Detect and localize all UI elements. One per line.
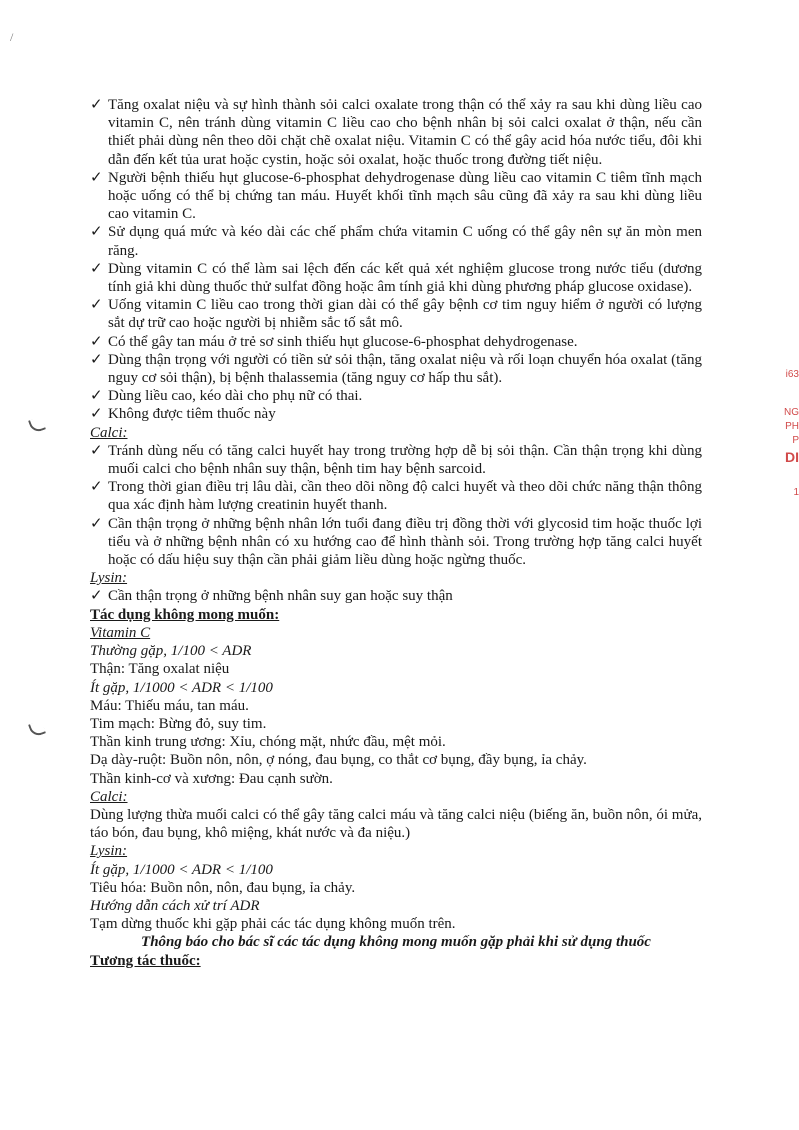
check-icon: ✓ (90, 351, 103, 368)
list-item: ✓ Dùng liều cao, kéo dài cho phụ nữ có thai. (90, 388, 363, 405)
adr-guide-heading: Hướng dẫn cách xử trí ADR (90, 897, 260, 914)
check-icon: ✓ (90, 333, 103, 350)
calci-heading: Calci: (90, 424, 128, 441)
list-item: ✓ Dùng vitamin C có thể làm sai lệch đến các kết quả xét nghiệm glucose trong nước tiểu (dương tính giả khi dùng thuốc thử sulfat đồng hoặc âm tính giả khi dùng phương pháp glucose oxidase). (90, 260, 702, 296)
frequency-common: Thường gặp, 1/100 < ADR (90, 643, 252, 660)
frequency-uncommon: Ít gặp, 1/1000 < ADR < 1/100 (90, 861, 273, 878)
list-item: ✓ Tránh dùng nếu có tăng calci huyết hay trong trường hợp dễ bị sỏi thận. Cần thận trọng khi dùng muối calci cho bệnh nhân suy thận, bệnh tim hay bệnh sarcoid. (90, 442, 702, 478)
list-item: ✓ Sử dụng quá mức và kéo dài các chế phẩm chứa vitamin C uống có thể gây nên sự ăn mòn men răng. (90, 224, 702, 259)
scan-speck: / (10, 30, 14, 44)
check-icon: ✓ (90, 515, 103, 532)
lysin-warning-list (90, 587, 702, 605)
adr-item: Thần kinh-cơ và xương: Đau cạnh sườn. (90, 770, 333, 787)
notice-text: Thông báo cho bác sĩ các tác dụng không mong muốn gặp phải khi sử dụng thuốc (141, 934, 651, 951)
check-icon: ✓ (90, 297, 103, 314)
interactions-heading: Tương tác thuốc: (90, 952, 201, 969)
adr-item: Tim mạch: Bừng đỏ, suy tim. (90, 715, 267, 732)
margin-fragment: i63 (785, 369, 799, 380)
adr-calci-heading: Calci: (90, 788, 128, 805)
adr-lysin-heading: Lysin: (90, 843, 128, 860)
document-page (90, 96, 702, 970)
check-icon: ✓ (90, 169, 103, 186)
frequency-uncommon: Ít gặp, 1/1000 < ADR < 1/100 (90, 679, 273, 696)
list-item: ✓ Uống vitamin C liều cao trong thời gian dài có thể gây bệnh cơ tim nguy hiểm ở người có lượng sắt dự trữ cao hoặc người bị nhiễm sắc tố sắt mô. (90, 297, 702, 332)
adr-calci-text: Dùng lượng thừa muối calci có thể gây tăng calci máu và tăng calci niệu (biếng ăn, buồn nôn, ói mửa, táo bón, đau bụng, khô miệng, khát nước và đa niệu.) (90, 806, 702, 842)
list-item: ✓ Cần thận trọng ở những bệnh nhân lớn tuổi đang điều trị đồng thời với glycosid tim hoặc thuốc lợi tiểu và ở những bệnh nhân có xu hướng cao để hình thành sỏi. Trong trường hợp tăng calci huyết hoặc có dấu hiệu suy thận cần phải giảm liều dùng hoặc ngừng thuốc. (90, 515, 702, 569)
check-icon: ✓ (90, 97, 103, 113)
margin-fragment: DI (785, 449, 799, 465)
binding-hole-mark (28, 720, 46, 738)
margin-fragment: 1 (793, 487, 799, 498)
check-icon: ✓ (90, 224, 103, 241)
list-item: ✓ Có thể gây tan máu ở trẻ sơ sinh thiếu hụt glucose-6-phosphat dehydrogenase. (90, 333, 578, 350)
calci-warning-list (90, 442, 702, 569)
adr-item: Thần kinh trung ương: Xỉu, chóng mặt, nhức đầu, mệt mỏi. (90, 734, 446, 751)
adr-heading: Tác dụng không mong muốn: (90, 606, 280, 623)
list-item: ✓ Không được tiêm thuốc này (90, 406, 276, 423)
check-icon: ✓ (90, 406, 103, 423)
adr-item: Thận: Tăng oxalat niệu (90, 661, 230, 678)
check-icon: ✓ (90, 442, 103, 459)
binding-hole-mark (28, 416, 46, 434)
adr-item: Tiêu hóa: Buồn nôn, nôn, đau bụng, ỉa chảy. (90, 879, 356, 896)
adr-item: Dạ dày-ruột: Buồn nôn, nôn, ợ nóng, đau bụng, co thắt cơ bụng, đầy bụng, ỉa chảy. (90, 752, 587, 769)
lysin-heading: Lysin: (90, 570, 128, 587)
margin-fragment: NG (784, 407, 799, 418)
adr-item: Máu: Thiếu máu, tan máu. (90, 697, 249, 714)
list-item: ✓ Người bệnh thiếu hụt glucose-6-phosphat dehydrogenase dùng liều cao vitamin C tiêm tĩnh mạch hoặc uống có thể bị chứng tan máu. Huyết khối tĩnh mạch sâu cũng đã xảy ra sau khi dùng liều cao vitamin C. (90, 169, 702, 223)
adr-guide-text: Tạm dừng thuốc khi gặp phải các tác dụng không muốn trên. (90, 916, 456, 933)
margin-fragment: P (792, 435, 799, 446)
list-item: ✓ Tăng oxalat niệu và sự hình thành sỏi calci oxalate trong thận có thể xảy ra sau khi dùng liều cao vitamin C, nên tránh dùng vitamin C liều cao cho bệnh nhân bị sỏi calci oxalat ở thận, nếu cần thiết phải dùng nên theo dõi chặt chẽ oxalat niệu. Vitamin C có thể gây acid hóa nước tiểu, đôi khi dẫn đến kết tủa urat hoặc cystin, hoặc sỏi oxalat, hoặc thuốc trong đường tiết niệu. (90, 97, 702, 168)
check-icon: ✓ (90, 260, 103, 277)
check-icon: ✓ (90, 388, 103, 405)
list-item: ✓ Dùng thận trọng với người có tiền sử sỏi thận, tăng oxalat niệu và rối loạn chuyển hóa oxalat (tăng nguy cơ sỏi thận), bị bệnh thalassemia (tăng nguy cơ hấp thu sắt). (90, 351, 702, 387)
list-item: ✓ Cần thận trọng ở những bệnh nhân suy gan hoặc suy thận (90, 588, 453, 605)
check-icon: ✓ (90, 479, 103, 496)
check-icon: ✓ (90, 588, 103, 605)
list-item: ✓ Trong thời gian điều trị lâu dài, cần theo dõi nồng độ calci huyết và theo dõi chức năng thận thông qua xác định hàm lượng creatinin huyết thanh. (90, 479, 702, 514)
adr-vitamin-c-heading: Vitamin C (90, 624, 151, 641)
margin-fragment: PH (785, 421, 799, 432)
vitamin-c-warning-list (90, 96, 702, 424)
